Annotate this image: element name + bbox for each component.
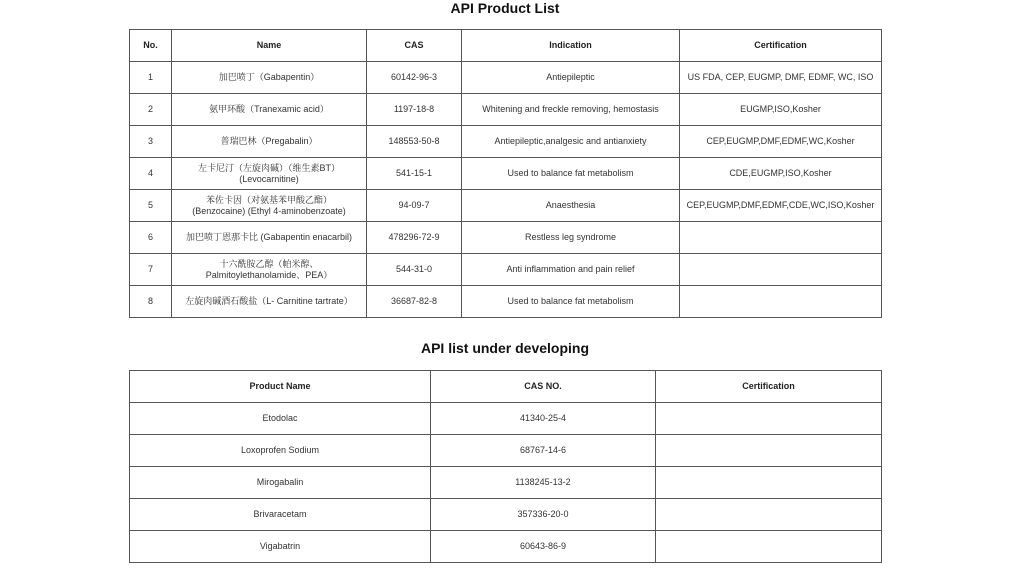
row-certification [680, 222, 882, 254]
header-product-name: Product Name [130, 371, 431, 403]
row-no: 3 [130, 126, 172, 158]
developing-list-title: API list under developing [420, 340, 590, 356]
row-no: 7 [130, 254, 172, 286]
table-row [130, 62, 882, 94]
name-line: 普瑞巴林（Pregabalin） [220, 136, 318, 146]
row-cas: 41340-25-4 [431, 403, 656, 435]
row-certification [656, 435, 882, 467]
table-row [130, 467, 882, 499]
table-header-row [130, 30, 882, 62]
row-name [172, 126, 367, 158]
row-no: 1 [130, 62, 172, 94]
table-row [130, 222, 882, 254]
product-list-title: API Product List [450, 0, 560, 16]
header-certification: Certification [680, 30, 882, 62]
row-certification: EUGMP,ISO,Kosher [680, 94, 882, 126]
row-cas: 60643-86-9 [431, 531, 656, 563]
name-line: 左旋肉碱酒石酸盐（L- Carnitine tartrate） [185, 296, 353, 306]
row-product-name: Mirogabalin [130, 467, 431, 499]
row-indication: Antiepileptic [462, 62, 680, 94]
row-certification: CDE,EUGMP,ISO,Kosher [680, 158, 882, 190]
table-row [130, 158, 882, 190]
row-name [172, 222, 367, 254]
row-name [172, 190, 367, 222]
row-product-name: Etodolac [130, 403, 431, 435]
row-certification: US FDA, CEP, EUGMP, DMF, EDMF, WC, ISO [680, 62, 882, 94]
table-row [130, 190, 882, 222]
row-indication: Used to balance fat metabolism [462, 286, 680, 318]
row-indication: Used to balance fat metabolism [462, 158, 680, 190]
table-header-row [130, 371, 882, 403]
table-row [130, 254, 882, 286]
name-line: 加巴喷丁恩那卡比 (Gabapentin enacarbil) [185, 232, 353, 242]
header-indication: Indication [462, 30, 680, 62]
row-cas: 357336-20-0 [431, 499, 656, 531]
api-product-table [129, 29, 882, 318]
row-cas: 478296-72-9 [367, 222, 462, 254]
row-product-name: Loxoprofen Sodium [130, 435, 431, 467]
header-name: Name [172, 30, 367, 62]
table-row [130, 94, 882, 126]
row-indication: Whitening and freckle removing, hemostasis [462, 94, 680, 126]
table-row [130, 435, 882, 467]
row-cas: 60142-96-3 [367, 62, 462, 94]
row-indication: Antiepileptic,analgesic and antianxiety [462, 126, 680, 158]
header-cas: CAS [367, 30, 462, 62]
row-name [172, 94, 367, 126]
row-certification [656, 403, 882, 435]
row-certification: CEP,EUGMP,DMF,EDMF,CDE,WC,ISO,Kosher [680, 190, 882, 222]
row-cas: 541-15-1 [367, 158, 462, 190]
name-line-2: (Benzocaine) (Ethyl 4-aminobenzoate) [192, 205, 346, 216]
table-row [130, 499, 882, 531]
row-cas: 36687-82-8 [367, 286, 462, 318]
header-certification: Certification [656, 371, 882, 403]
name-line-2: (Levocarnitine) [239, 173, 299, 184]
name-line: 加巴喷丁（Gabapentin） [218, 72, 320, 82]
row-certification [656, 467, 882, 499]
row-cas: 1197-18-8 [367, 94, 462, 126]
row-cas: 544-31-0 [367, 254, 462, 286]
row-certification [656, 499, 882, 531]
row-certification [680, 286, 882, 318]
table-row [130, 531, 882, 563]
name-line: 十六酰胺乙醇（帕米醇、 [219, 258, 319, 269]
name-line-2: Palmitoylethanolamide、PEA） [205, 269, 333, 280]
row-cas: 148553-50-8 [367, 126, 462, 158]
row-indication: Anti inflammation and pain relief [462, 254, 680, 286]
row-no: 5 [130, 190, 172, 222]
table-row [130, 286, 882, 318]
row-certification [656, 531, 882, 563]
row-name [172, 254, 367, 286]
api-developing-table [129, 370, 882, 563]
table-row [130, 126, 882, 158]
name-line: 苯佐卡因（对氨基苯甲酸乙酯） [205, 194, 332, 205]
row-cas: 94-09-7 [367, 190, 462, 222]
row-indication: Anaesthesia [462, 190, 680, 222]
table-row [130, 403, 882, 435]
row-product-name: Vigabatrin [130, 531, 431, 563]
row-name [172, 158, 367, 190]
row-no: 6 [130, 222, 172, 254]
row-cas: 1138245-13-2 [431, 467, 656, 499]
header-no: No. [130, 30, 172, 62]
row-certification: CEP,EUGMP,DMF,EDMF,WC,Kosher [680, 126, 882, 158]
row-certification [680, 254, 882, 286]
row-name [172, 286, 367, 318]
header-cas-no: CAS NO. [431, 371, 656, 403]
row-no: 4 [130, 158, 172, 190]
row-indication: Restless leg syndrome [462, 222, 680, 254]
row-cas: 68767-14-6 [431, 435, 656, 467]
name-line: 左卡尼汀（左旋肉碱）（维生素BT） [197, 162, 340, 173]
row-name [172, 62, 367, 94]
row-no: 8 [130, 286, 172, 318]
row-no: 2 [130, 94, 172, 126]
row-product-name: Brivaracetam [130, 499, 431, 531]
name-line: 氨甲环酸（Tranexamic acid） [209, 104, 329, 114]
